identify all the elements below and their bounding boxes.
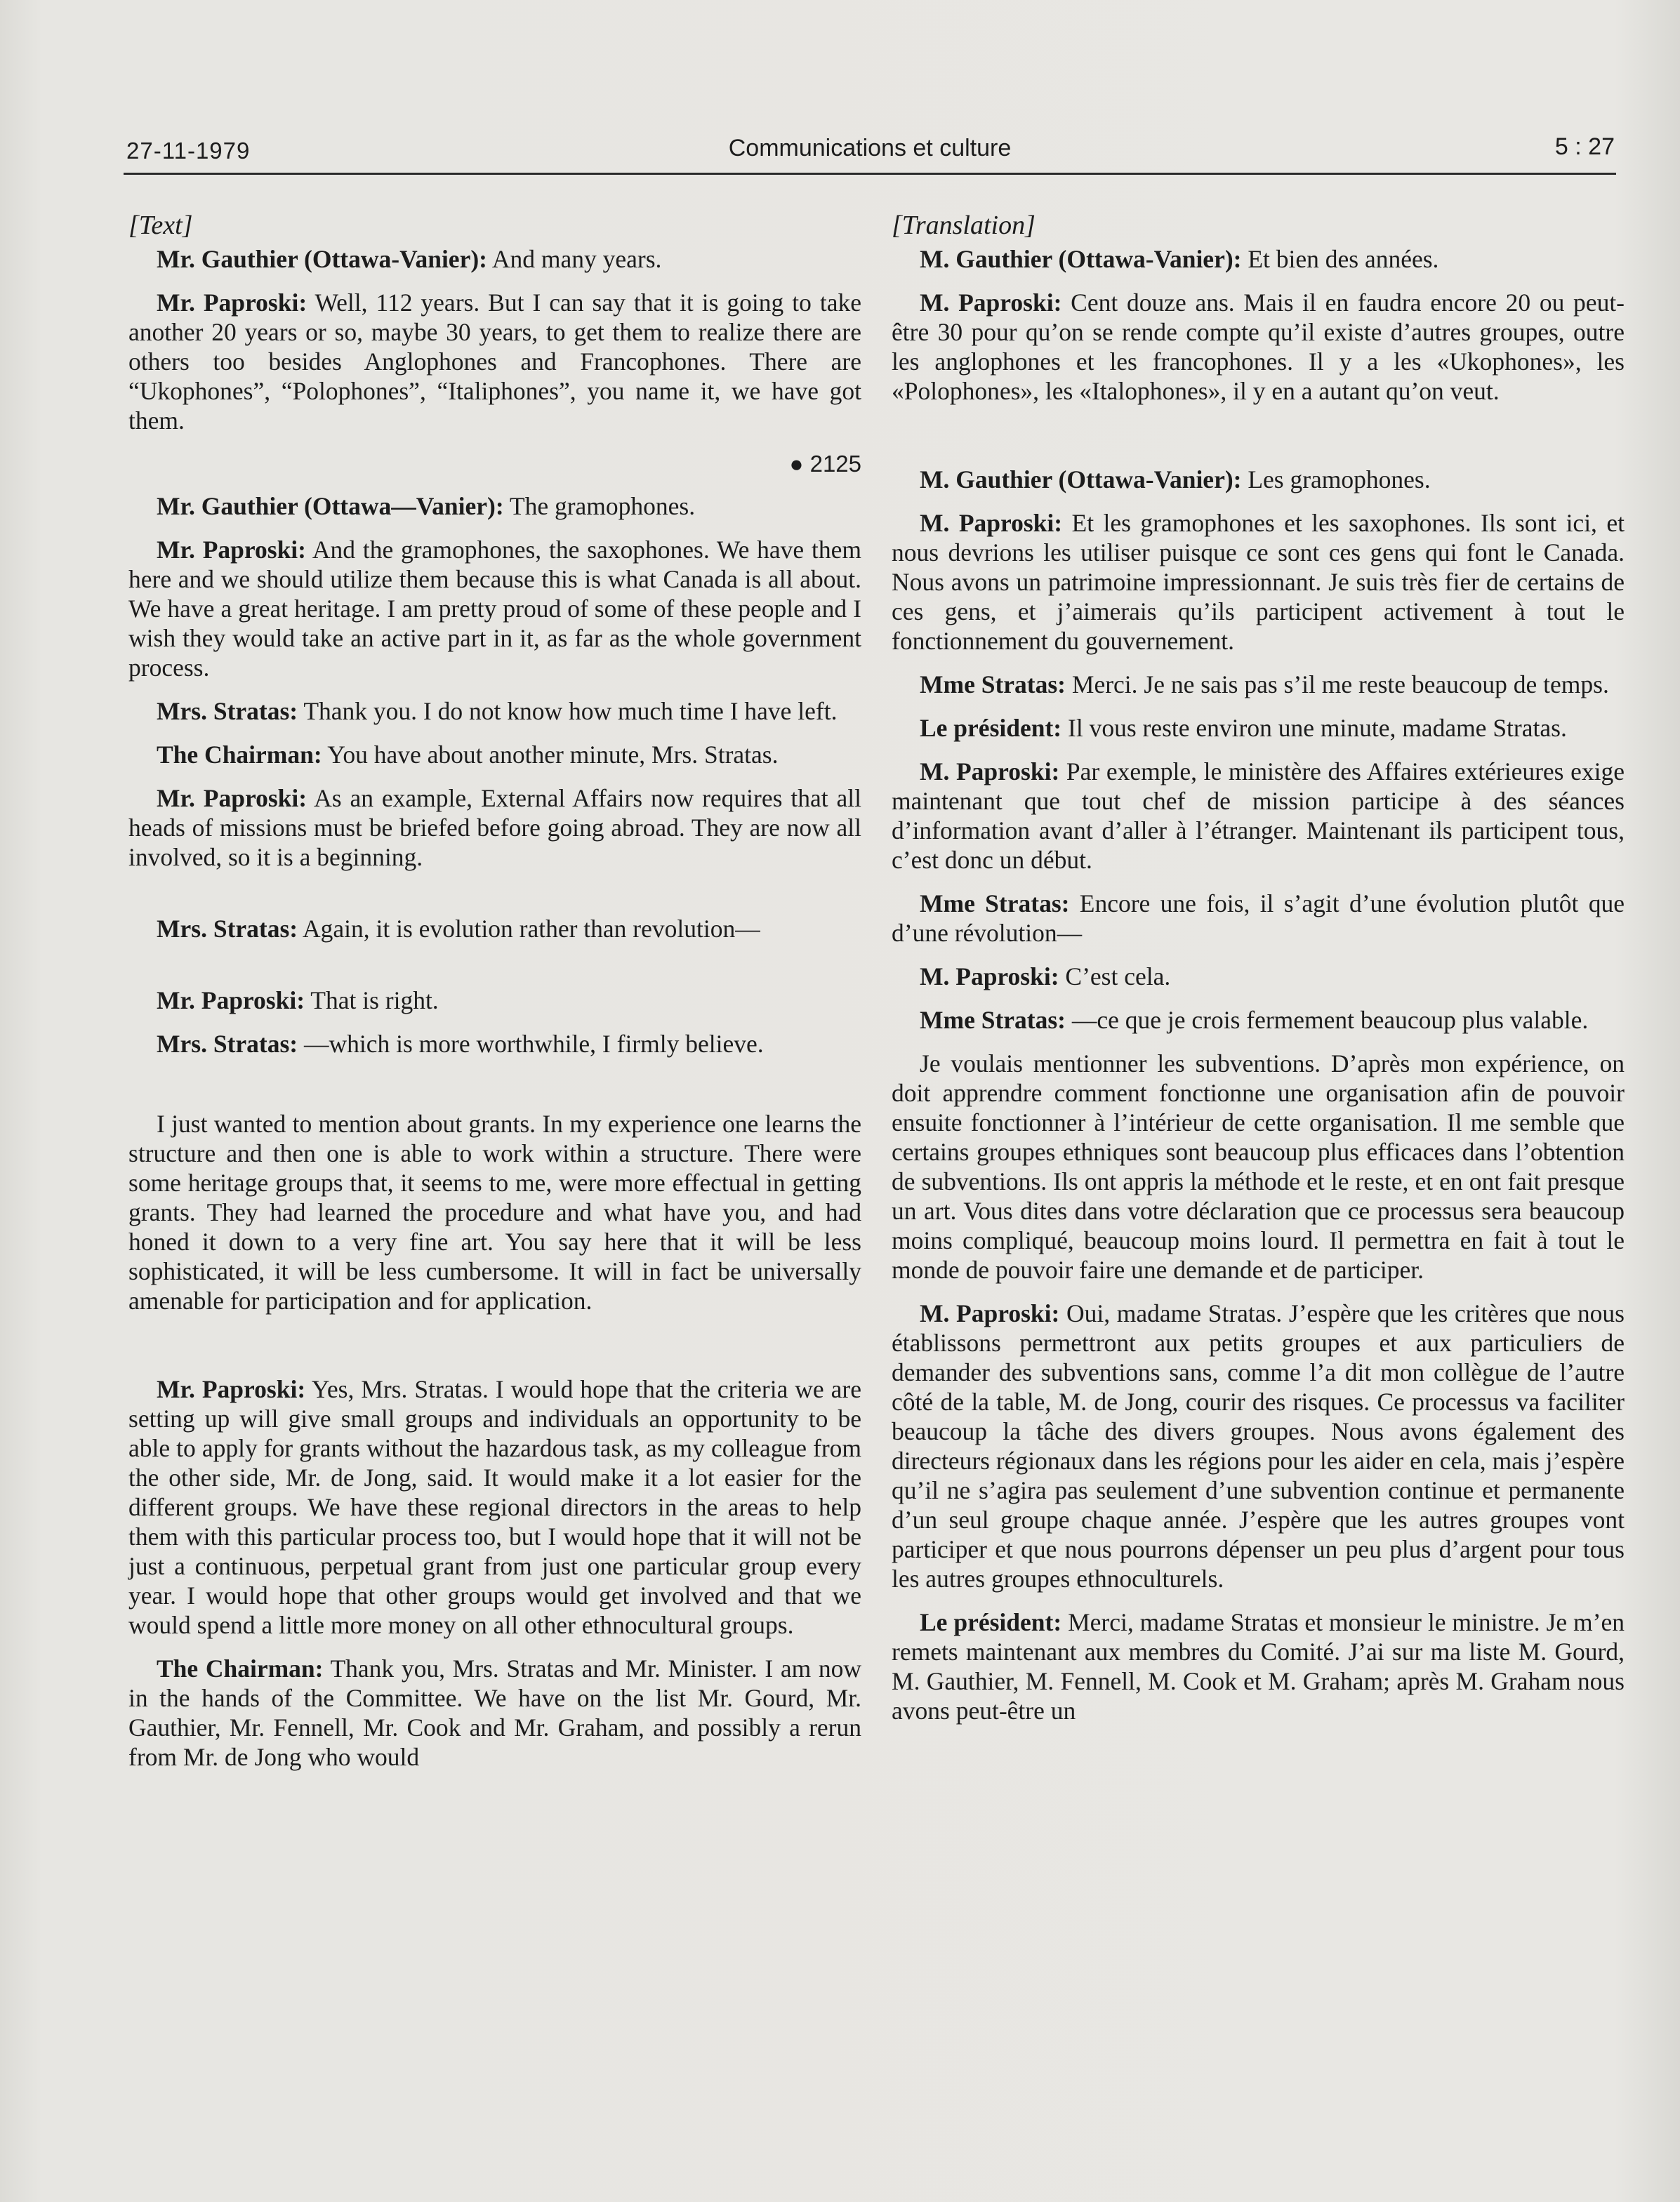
paragraph: [892, 757, 1625, 875]
paragraph: [128, 696, 861, 726]
speaker: M. Paproski:: [920, 962, 1059, 990]
speaker: Mr. Paproski:: [157, 1375, 306, 1403]
header-page-number: 5 : 27: [1554, 133, 1615, 160]
spacer: [892, 420, 1625, 465]
paragraph: [892, 1005, 1625, 1035]
speaker: Mme Stratas:: [920, 889, 1070, 917]
speech: Well, 112 years. But I can say that it is going to take another 20 years or so, maybe 30 years, to get them to realize there are others too besides Anglophones and Francophones. There are “Ukophones”, “Polophones”, “Italiphones”, you name it, we have got them.: [128, 288, 861, 435]
paragraph: [892, 1299, 1625, 1593]
speech: Cent douze ans. Mais il en faudra encore 20 ou peut-être 30 pour qu’on se rende compte qu’il existe d’autres groupes, outre les anglophones et les francophones. Il y a les «Ukophones», les «Polophones», les «Italophones», il y en a autant qu’on veut.: [892, 288, 1625, 405]
paragraph: [892, 465, 1625, 494]
speaker: Mr. Paproski:: [157, 536, 306, 564]
text-label: [Text]: [128, 211, 193, 240]
paragraph: [892, 713, 1625, 743]
speech: Thank you, Mrs. Stratas and Mr. Minister. I am now in the hands of the Committee. We have on the list Mr. Gourd, Mr. Gauthier, Mr. Fennell, Mr. Cook and Mr. Graham, and possibly a rerun from Mr. de Jong who would: [128, 1654, 861, 1771]
paragraph: [128, 288, 861, 435]
paragraph: [128, 1374, 861, 1640]
paragraph: [892, 889, 1625, 948]
speech: —which is more worthwhile, I firmly believe.: [298, 1030, 764, 1058]
header-date: 27-11-1979: [126, 138, 251, 164]
speech: Oui, madame Stratas. J’espère que les critères que nous établissons permettront aux petits groupes et aux particuliers de demander des subventions sans, comme l’a dit mon collègue de l’autre côté de la table, M. de Jong, courir des risques. Ce processus va faciliter beaucoup la tâche des divers groupes. Nous avons également des directeurs régionaux dans les régions pour les aider en cela, mais j’espère qu’il ne s’agira pas seulement d’une subvention continue et permanente d’un seul groupe chaque année. J’espère que les autres groupes vont participer et que nous pourrons dépenser un peu plus d’argent pour tous les autres groupes ethnoculturels.: [892, 1299, 1625, 1593]
speech: That is right.: [305, 986, 439, 1014]
speaker: Mr. Gauthier (Ottawa—Vanier):: [157, 492, 504, 520]
paragraph: [128, 1029, 861, 1059]
paragraph: [128, 535, 861, 682]
speech: You have about another minute, Mrs. Stratas.: [322, 741, 779, 769]
speech: Les gramophones.: [1241, 465, 1431, 493]
time-marker: ● 2125: [789, 451, 861, 477]
speaker: Mrs. Stratas:: [157, 1030, 298, 1058]
page-header: [124, 133, 1616, 175]
english-column: [128, 211, 861, 1786]
spacer: [128, 886, 861, 914]
speaker: Mr. Paproski:: [157, 288, 307, 317]
paragraph: [128, 783, 861, 872]
speaker: Mrs. Stratas:: [157, 697, 298, 725]
speaker: Mme Stratas:: [920, 670, 1066, 698]
paragraph: [128, 986, 861, 1015]
spacer: [128, 1329, 861, 1374]
speaker: Mr. Paproski:: [157, 986, 305, 1014]
paragraph: [892, 962, 1625, 991]
speech: Merci. Je ne sais pas s’il me reste beaucoup de temps.: [1066, 670, 1609, 698]
paragraph: [892, 288, 1625, 406]
speech: Encore une fois, il s’agit d’une évolution plutôt que d’une révolution—: [892, 889, 1625, 947]
paragraph: Je voulais mentionner les subventions. D’après mon expérience, on doit apprendre comment fonctionne une organisation afin de pouvoir ensuite fonctionner à l’intérieur de cette organisation. Il me semble que certains groupes ethniques sont beaucoup plus efficaces dans l’obtention de subventions. Ils ont appris la méthode et le reste, et en ont fait presque un art. Vous dites dans votre déclaration que ce processus sera beaucoup moins compliqué, beaucoup moins lourd. Il permettra en fait à tout le monde de pouvoir faire une demande et de participer.: [892, 1049, 1625, 1284]
speaker: Le président:: [920, 1608, 1062, 1636]
paragraph: [128, 491, 861, 521]
spacer: [128, 957, 861, 986]
paragraph: [128, 914, 861, 943]
speech: C’est cela.: [1059, 962, 1171, 990]
paragraph: [892, 1607, 1625, 1725]
speaker: M. Paproski:: [920, 1299, 1060, 1327]
header-title: Communications et culture: [728, 135, 1012, 161]
speaker: M. Paproski:: [920, 288, 1062, 317]
paragraph: [128, 1654, 861, 1772]
speaker: M. Paproski:: [920, 509, 1063, 537]
speaker: Mr. Paproski:: [157, 784, 307, 812]
speaker: The Chairman:: [157, 1654, 324, 1683]
paragraph: [892, 670, 1625, 699]
paragraph: [128, 244, 861, 274]
speaker: Mme Stratas:: [920, 1006, 1066, 1034]
speaker: M. Paproski:: [920, 757, 1060, 785]
speech: As an example, External Affairs now requires that all heads of missions must be briefed before going abroad. They are now all involved, so it is a beginning.: [128, 784, 861, 871]
speech: Et les gramophones et les saxophones. Ils sont ici, et nous devrions les utiliser puisque ce sont ces gens qui font le Canada. Nous avons un patrimoine impressionnant. Je suis très fier de certains de ces gens, et j’aimerais qu’ils participent activement à tout le fonctionnement du gouvernement.: [892, 509, 1625, 655]
speech: Yes, Mrs. Stratas. I would hope that the criteria we are setting up will give small groups and individuals an opportunity to be able to apply for grants without the hazardous task, as my colleague from the other side, Mr. de Jong, said. It would make it a lot easier for the different groups. We have these regional directors in the areas to help them with this particular process too, but I would hope that it will not be just a continuous, perpetual grant from just one particular group every year. I would hope that other groups would get involved and that we would spend a little more money on all other ethnocultural groups.: [128, 1375, 861, 1639]
speech: And many years.: [487, 245, 662, 273]
speaker: The Chairman:: [157, 741, 322, 769]
paragraph: [128, 740, 861, 769]
speaker: Mrs. Stratas:: [157, 915, 298, 943]
speech: Again, it is evolution rather than revolution—: [298, 915, 760, 943]
speaker: Le président:: [920, 714, 1062, 742]
paragraph: [892, 244, 1625, 274]
speech: And the gramophones, the saxophones. We have them here and we should utilize them because this is what Canada is all about. We have a great heritage. I am pretty proud of some of these people and I wish they would take an active part in it, as far as the whole government process.: [128, 536, 861, 682]
speech: Par exemple, le ministère des Affaires extérieures exige maintenant que tout chef de mission participe à des séances d’information avant d’aller à l’étranger. Maintenant ils participent tous, c’est donc un début.: [892, 757, 1625, 874]
speaker: M. Gauthier (Ottawa-Vanier):: [920, 465, 1242, 493]
speech: The gramophones.: [503, 492, 696, 520]
speaker: Mr. Gauthier (Ottawa-Vanier):: [157, 245, 487, 273]
french-column: [892, 211, 1625, 1739]
paragraph: [892, 508, 1625, 656]
spacer: [128, 1073, 861, 1109]
speech: Merci, madame Stratas et monsieur le ministre. Je m’en remets maintenant aux membres du Comité. J’ai sur ma liste M. Gourd, M. Gauthier, M. Fennell, M. Cook et M. Graham; après M. Graham nous avons peut-être un: [892, 1608, 1625, 1725]
speech: —ce que je crois fermement beaucoup plus valable.: [1066, 1006, 1589, 1034]
translation-label: [Translation]: [892, 211, 1036, 240]
paragraph: I just wanted to mention about grants. In my experience one learns the structure and then one is able to work within a structure. There were some heritage groups that, it seems to me, were more effectual in getting grants. They had learned the procedure and what have you, and had honed it down to a very fine art. You say here that it will be less sophisticated, it will be less cumbersome. It will in fact be universally amenable for participation and for application.: [128, 1110, 861, 1315]
speech: Il vous reste environ une minute, madame Stratas.: [1061, 714, 1567, 742]
speaker: M. Gauthier (Ottawa-Vanier):: [920, 245, 1242, 273]
speech: Thank you. I do not know how much time I have left.: [298, 697, 838, 725]
speech: Et bien des années.: [1241, 245, 1439, 273]
